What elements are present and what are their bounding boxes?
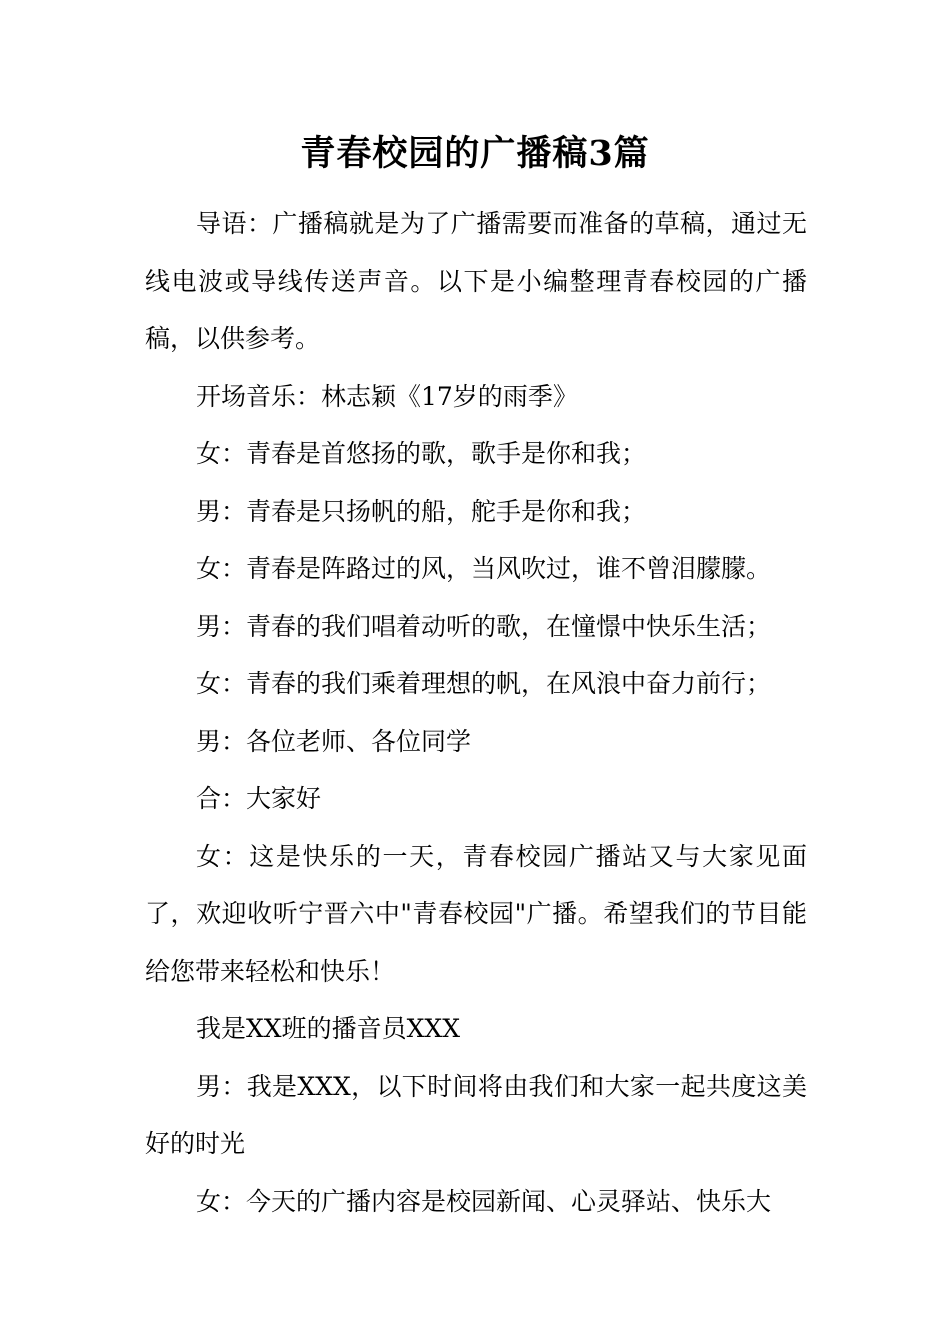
paragraph-dialogue-line: 男：青春是只扬帆的船，舵手是你和我；: [196, 496, 647, 526]
paragraph-dialogue-line: 男：我是XXX，以下时间将由我们和大家一起共度这美好的时光: [145, 1071, 807, 1158]
paragraph-dialogue-line: 我是XX班的播音员XXX: [196, 1014, 460, 1043]
paragraph-dialogue-line: 女：今天的广播内容是校园新闻、心灵驿站、快乐大: [196, 1186, 772, 1216]
document-title: 青春校园的广播稿3篇: [300, 133, 650, 174]
paragraph-dialogue-line: 女：青春的我们乘着理想的帆，在风浪中奋力前行；: [196, 669, 772, 698]
paragraph-dialogue-line: 女：这是快乐的一天，青春校园广播站又与大家见面了，欢迎收听宁晋六中"青春校园"广播。希望我们的节目能给您带来轻松和快乐！: [145, 841, 807, 986]
paragraph-dialogue-line: 合：大家好: [196, 784, 322, 813]
paragraph-dialogue-line: 男：青春的我们唱着动听的歌，在憧憬中快乐生活；: [196, 611, 772, 641]
paragraph-dialogue-line: 女：青春是阵路过的风，当风吹过，谁不曾泪朦朦。: [196, 554, 772, 583]
paragraph-dialogue-line: 女：青春是首悠扬的歌，歌手是你和我；: [196, 439, 647, 468]
document-body: [145, 195, 807, 1230]
paragraph-opening-music: 开场音乐：林志颖《17岁的雨季》: [196, 381, 578, 411]
paragraph-dialogue-line: 男：各位老师、各位同学: [196, 726, 472, 756]
paragraph-intro: 导语：广播稿就是为了广播需要而准备的草稿，通过无线电波或导线传送声音。以下是小编整理青春校园的广播稿，以供参考。: [145, 209, 807, 353]
